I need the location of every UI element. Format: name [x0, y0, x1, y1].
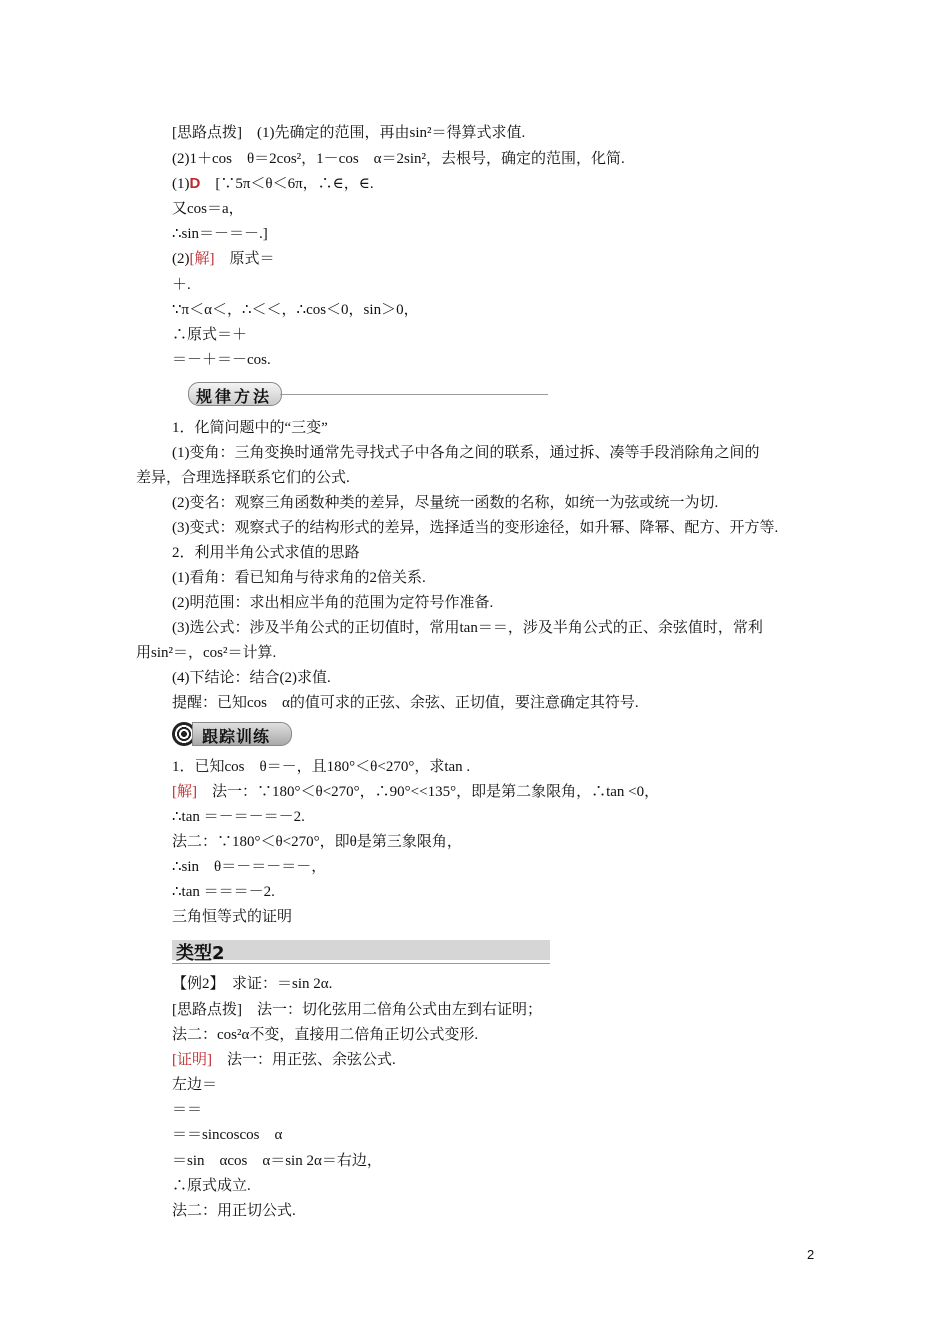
text-line: ∴原式＝＋ [172, 327, 248, 343]
text-line: ＝＝ [172, 1102, 203, 1118]
banner-title: 跟踪训练 [202, 727, 271, 746]
text-line: (2)变名：观察三角函数种类的差异，尽量统一函数的名称，如统一为弦或统一为切. [172, 495, 719, 511]
type-2-banner [172, 940, 550, 964]
text-line: (1)看角：看已知角与待求角的2倍关系. [172, 570, 426, 586]
answer-2-prefix: (2) [172, 251, 190, 267]
text-line: 又cos＝a， [172, 201, 244, 217]
text-line: (2)明范围：求出相应半角的范围为定符号作准备. [172, 595, 494, 611]
hint-line: [思路点拨] (1)先确定的范围，再由sin²＝得算式求值. [172, 125, 526, 141]
text-line: ∴sin θ＝－＝－＝－， [172, 859, 327, 875]
text-line: 2．利用半角公式求值的思路 [172, 545, 360, 561]
banner-underline [172, 963, 550, 964]
answer-1-choice: D [189, 175, 201, 192]
page-number: 2 [807, 1247, 815, 1262]
text-line: [思路点拨] 法一：切化弦用二倍角公式由左到右证明； [172, 1002, 542, 1018]
banner-title: 类型2 [176, 943, 225, 964]
text-line: 1．化简问题中的“三变” [172, 420, 328, 436]
answer-1-line [172, 174, 374, 194]
section-subtitle: 三角恒等式的证明 [172, 909, 293, 925]
proof-tag: [证明] [172, 1052, 212, 1068]
text-line: 用sin²＝，cos²＝计算. [136, 645, 277, 661]
text-line: 法二：cos²α不变，直接用二倍角正切公式变形. [172, 1027, 479, 1043]
text-line: ＝－＋＝－cos. [172, 352, 271, 368]
rule-method-banner [188, 382, 548, 406]
text-line: 法二：用正切公式. [172, 1203, 296, 1219]
proof-text: 法一：用正弦、余弦公式. [227, 1052, 396, 1068]
proof-line [172, 1050, 396, 1070]
text-line: (3)选公式：涉及半角公式的正切值时，常用tan＝＝，涉及半角公式的正、余弦值时，常利 [172, 620, 763, 636]
text-line: ∵π＜α＜，∴＜＜，∴cos＜0，sin＞0， [172, 302, 419, 318]
text-line: 提醒：已知cos α的值可求的正弦、余弦、正切值，要注意确定其符号. [172, 695, 639, 711]
text-line: (3)变式：观察式子的结构形式的差异，选择适当的变形途径，如升幂、降幂、配方、开方等. [172, 520, 779, 536]
answer-1-text: [∵5π＜θ＜6π，∴∈，∈. [215, 176, 374, 192]
text-line: ∴tan ＝－＝－＝－2. [172, 809, 305, 825]
text-line: 左边＝ [172, 1077, 218, 1093]
exercise-solution-line [172, 782, 659, 802]
answer-1-prefix: (1) [172, 176, 190, 192]
solution-tag: [解] [189, 251, 215, 267]
example-tag: 【例2】 [172, 976, 218, 992]
answer-2-line [172, 249, 275, 269]
text-line: ＝＝sincoscos α [172, 1127, 283, 1143]
solution-tag: [解] [172, 784, 197, 800]
banner-title: 规律方法 [196, 387, 273, 406]
text-line: (4)下结论：结合(2)求值. [172, 670, 331, 686]
text-line: (1)变角：三角变换时通常先寻找式子中各角之间的联系，通过拆、凑等手段消除角之间的 [172, 445, 760, 461]
tracking-training-banner [172, 722, 292, 746]
banner-bar [172, 940, 550, 960]
text-line: ∴sin＝－＝－.] [172, 226, 268, 242]
banner-divider [280, 394, 548, 395]
answer-2-text: 原式＝ [229, 251, 275, 267]
text-line: ＝sin αcos α＝sin 2α＝右边， [172, 1153, 382, 1169]
text-line: ＋. [172, 277, 191, 293]
example-text: 求证：＝sin 2α. [232, 976, 333, 992]
solution-text: 法一：∵180°＜θ<270°，∴90°<<135°，即是第二象限角，∴tan <0， [212, 784, 660, 800]
text-line: 法二：∵180°＜θ<270°，即θ是第三象限角， [172, 834, 462, 850]
hint-line-2: (2)1＋cos θ＝2cos²，1－cos α＝2sin²，去根号，确定的范围，化简. [172, 151, 625, 167]
text-line: ∴原式成立. [172, 1178, 251, 1194]
text-line: ∴tan ＝＝＝－2. [172, 884, 275, 900]
example-line [172, 974, 332, 994]
exercise-question: 1．已知cos θ＝－，且180°＜θ<270°，求tan . [172, 759, 471, 775]
text-line: 差异，合理选择联系它们的公式. [136, 470, 350, 486]
